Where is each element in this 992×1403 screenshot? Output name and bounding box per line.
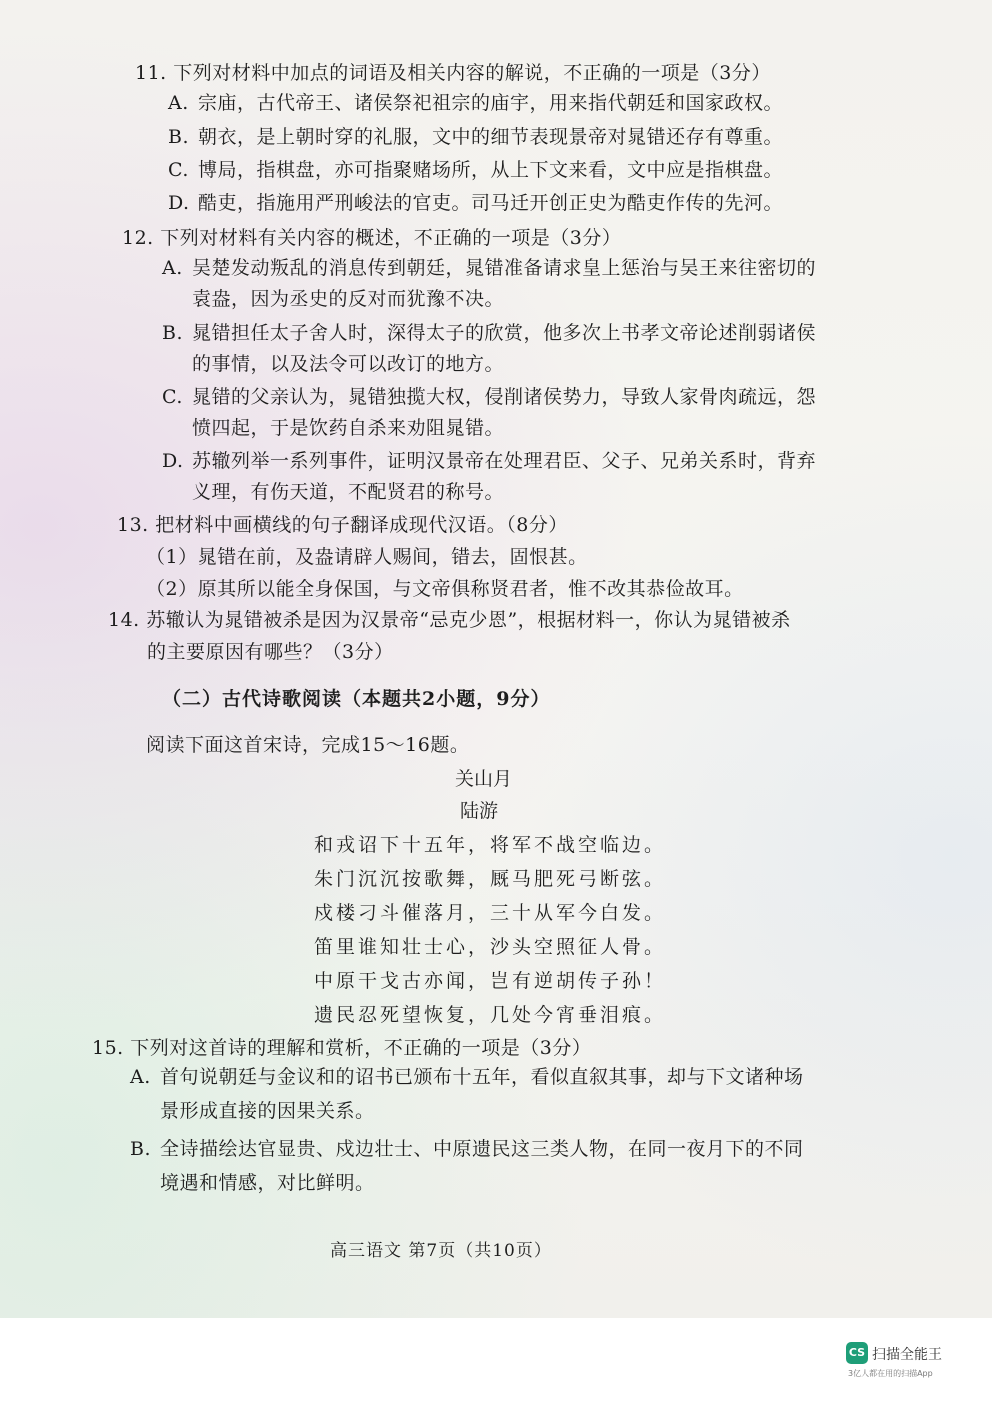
option-line-2: 愤四起，于是饮药自杀来劝阻晁错。 [192, 417, 505, 439]
scanner-watermark [846, 1342, 956, 1382]
option-line-1: 首句说朝廷与金议和的诏书已颁布十五年，看似直叙其事，却与下文诸种场 [160, 1066, 804, 1088]
option-letter: C. [162, 386, 183, 408]
q13-sentence-1: （1）晁错在前，及盎请辟人赐间，错去，固恨甚。 [146, 546, 588, 568]
option-line-1: 晁错的父亲认为，晁错独揽大权，侵削诸侯势力，导致人家骨肉疏远，怨 [192, 386, 817, 408]
watermark-app-name: 扫描全能王 [872, 1347, 942, 1363]
q14-line-2: 的主要原因有哪些？（3分） [147, 641, 394, 663]
option-text: 朝衣，是上朝时穿的礼服，文中的细节表现景帝对晁错还存有尊重。 [198, 126, 784, 148]
option-line-2: 景形成直接的因果关系。 [160, 1100, 375, 1122]
option-line-2: 袁盎，因为丞史的反对而犹豫不决。 [192, 288, 505, 310]
q15-option-a [130, 1062, 880, 1128]
q13-stem: 13. 把材料中画横线的句子翻译成现代汉语。（8分） [117, 514, 568, 536]
poem-line-1: 和戎诏下十五年，将军不战空临边。 [314, 834, 667, 856]
q11-option-a [168, 88, 848, 119]
option-line-2: 境遇和情感，对比鲜明。 [160, 1172, 375, 1194]
option-letter: D. [162, 450, 184, 472]
option-line-2: 的事情，以及法令可以改订的地方。 [192, 353, 505, 375]
option-line-2: 义理，有伤天道，不配贤君的称号。 [192, 481, 505, 503]
option-letter: B. [168, 126, 190, 148]
q12-stem: 12. 下列对材料有关内容的概述，不正确的一项是（3分） [122, 227, 622, 249]
camscanner-logo-icon: CS [846, 1342, 868, 1364]
q11-stem: 11. 下列对材料中加点的词语及相关内容的解说，不正确的一项是（3分） [135, 62, 771, 84]
q15-stem: 15. 下列对这首诗的理解和赏析，不正确的一项是（3分） [92, 1037, 592, 1059]
poem-line-3: 戍楼刁斗催落月，三十从军今白发。 [314, 902, 667, 924]
option-text: 宗庙，古代帝王、诸侯祭祀祖宗的庙宇，用来指代朝廷和国家政权。 [198, 92, 784, 114]
option-letter: A. [130, 1066, 151, 1088]
option-text: 酷吏，指施用严刑峻法的官吏。司马迁开创正史为酷吏作传的先河。 [198, 192, 784, 214]
q13-sentence-2: （2）原其所以能全身保国，与文帝俱称贤君者，惟不改其恭俭故耳。 [146, 578, 744, 600]
poem-author: 陆游 [460, 800, 499, 822]
section-heading: （二）古代诗歌阅读（本题共2小题，9分） [162, 688, 551, 710]
poem-title: 关山月 [455, 768, 513, 790]
option-line-1: 全诗描绘达官显贵、戍边壮士、中原遗民这三类人物，在同一夜月下的不同 [160, 1138, 804, 1160]
q11-option-b [168, 122, 848, 153]
q12-option-a [162, 253, 862, 315]
q15-option-b [130, 1134, 880, 1200]
poem-intro: 阅读下面这首宋诗，完成15～16题。 [146, 734, 470, 756]
option-line-1: 吴楚发动叛乱的消息传到朝廷，晁错准备请求皇上惩治与吴王来往密切的 [192, 257, 817, 279]
poem-line-5: 中原干戈古亦闻，岂有逆胡传子孙！ [314, 970, 667, 992]
poem-line-6: 遗民忍死望恢复，几处今宵垂泪痕。 [314, 1004, 667, 1026]
q14-line-1: 14. 苏辙认为晁错被杀是因为汉景帝“忌克少恩”，根据材料一，你认为晁错被杀 [108, 609, 791, 631]
option-letter: A. [162, 257, 183, 279]
option-letter: C. [168, 159, 189, 181]
q12-option-b [162, 318, 862, 380]
option-line-1: 晁错担任太子舍人时，深得太子的欣赏，他多次上书孝文帝论述削弱诸侯 [192, 322, 817, 344]
option-letter: D. [168, 192, 190, 214]
option-line-1: 苏辙列举一系列事件，证明汉景帝在处理君臣、父子、兄弟关系时，背弃 [192, 450, 817, 472]
option-text: 博局，指棋盘，亦可指聚赌场所，从上下文来看，文中应是指棋盘。 [198, 159, 784, 181]
option-letter: A. [168, 92, 189, 114]
poem-line-2: 朱门沉沉按歌舞，厩马肥死弓断弦。 [314, 868, 667, 890]
q11-option-c [168, 155, 848, 186]
page-footer: 高三语文 第7页（共10页） [330, 1241, 552, 1261]
option-letter: B. [130, 1138, 152, 1160]
watermark-tagline: 3亿人都在用的扫描App [848, 1369, 933, 1378]
option-letter: B. [162, 322, 184, 344]
q12-option-c [162, 382, 862, 444]
q12-option-d [162, 446, 862, 508]
q11-option-d [168, 188, 848, 219]
poem-line-4: 笛里谁知壮士心，沙头空照征人骨。 [314, 936, 667, 958]
